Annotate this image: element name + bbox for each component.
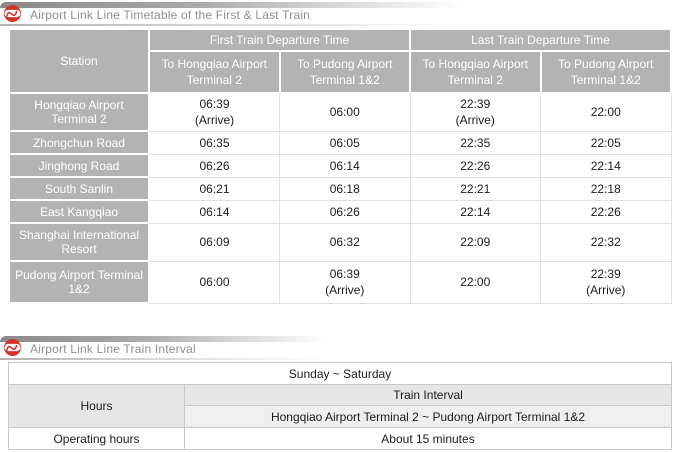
time-value: 06:14: [329, 158, 360, 173]
sub-header-line2: Terminal 1&2: [309, 73, 380, 87]
time-value: 22:26: [460, 158, 491, 173]
sub-header-last-to-hongqiao: [410, 51, 541, 93]
time-value: 06:26: [199, 158, 230, 173]
time-value: 22:35: [460, 135, 491, 150]
group-header-last-train: Last Train Departure Time: [410, 29, 671, 51]
time-cell: [280, 177, 411, 200]
sub-header-line1: To Pudong Airport: [558, 57, 654, 71]
hours-label-cell: Hours: [9, 385, 185, 428]
time-cell: [280, 131, 411, 154]
time-value: 22:18: [590, 181, 621, 196]
time-cell: [149, 177, 280, 200]
time-cell: [280, 154, 411, 177]
time-value: 06:14: [199, 204, 230, 219]
train-interval-label-cell: Train Interval: [185, 385, 672, 406]
time-cell: [541, 177, 672, 200]
table-row: [9, 177, 671, 200]
header-gradient-bottom: [0, 358, 340, 360]
time-cell: [541, 223, 672, 261]
time-value: 06:00: [199, 275, 230, 289]
interval-value-cell: About 15 minutes: [185, 428, 672, 450]
time-value: 06:09: [199, 235, 230, 249]
sub-header-line2: Terminal 1&2: [570, 73, 641, 87]
table-row: [9, 131, 671, 154]
section-title: Airport Link Line Train Interval: [30, 342, 196, 356]
sub-header-first-to-pudong: [280, 51, 411, 93]
station-cell: Zhongchun Road: [9, 131, 149, 154]
time-value: 06:00: [329, 105, 360, 120]
shanghai-metro-logo-icon: [3, 4, 22, 23]
time-cell: [541, 154, 672, 177]
sub-header-line1: To Hongqiao Airport: [161, 57, 267, 71]
station-cell: Hongqiao Airport Terminal 2: [9, 93, 149, 131]
time-cell: [149, 261, 280, 303]
time-value: 06:21: [199, 181, 230, 196]
time-cell: [149, 131, 280, 154]
time-value: 06:05: [329, 135, 360, 150]
time-cell: [541, 93, 672, 131]
time-note: (Arrive): [194, 113, 235, 128]
table-row: [9, 93, 671, 131]
table-row: [9, 223, 671, 261]
time-cell: [280, 93, 411, 131]
time-value: 22:39: [590, 267, 621, 281]
table-row: [9, 261, 671, 303]
time-value: 22:00: [460, 275, 491, 289]
time-value: 06:35: [199, 135, 230, 150]
first-last-train-table: [8, 28, 672, 304]
time-cell: [149, 223, 280, 261]
station-cell: Shanghai International Resort: [9, 223, 149, 261]
section-title: Airport Link Line Timetable of the First & Last Train: [30, 8, 311, 22]
route-cell: Hongqiao Airport Terminal 2 ~ Pudong Airport Terminal 1&2: [185, 406, 672, 428]
time-cell: [541, 131, 672, 154]
time-cell: [410, 131, 541, 154]
time-value: 22:26: [590, 204, 621, 219]
time-value: 06:32: [329, 235, 360, 249]
time-cell: [280, 200, 411, 223]
section-header-train-interval: [0, 336, 340, 360]
time-cell: [280, 261, 411, 303]
time-note: (Arrive): [586, 283, 626, 297]
time-value: 22:09: [460, 235, 491, 249]
time-value: 22:14: [460, 204, 491, 219]
station-cell: Pudong Airport Terminal 1&2: [9, 261, 149, 303]
sub-header-line2: Terminal 2: [186, 73, 242, 87]
section-header-first-last: [0, 2, 480, 26]
time-value: 22:00: [590, 105, 621, 120]
table-row: [9, 200, 671, 223]
sub-header-first-to-hongqiao: [149, 51, 280, 93]
sub-header-line1: To Hongqiao Airport: [422, 57, 528, 71]
station-cell: South Sanlin: [9, 177, 149, 200]
time-value: 22:05: [590, 135, 621, 150]
days-cell: Sunday ~ Saturday: [9, 363, 672, 385]
sub-header-line1: To Pudong Airport: [297, 57, 393, 71]
group-header-first-train: First Train Departure Time: [149, 29, 410, 51]
time-cell: [410, 93, 541, 131]
time-value: 22:39: [460, 97, 491, 112]
header-gradient-bottom: [0, 24, 480, 26]
station-column-header: Station: [9, 29, 149, 93]
time-value: 06:18: [329, 181, 360, 196]
table-row: [9, 154, 671, 177]
time-value: 22:14: [590, 158, 621, 173]
station-cell: Jinghong Road: [9, 154, 149, 177]
time-cell: [410, 261, 541, 303]
time-cell: [410, 177, 541, 200]
time-cell: [410, 154, 541, 177]
sub-header-last-to-pudong: [541, 51, 672, 93]
shanghai-metro-logo-icon: [3, 338, 22, 357]
operating-hours-label-cell: Operating hours: [9, 428, 185, 450]
time-value: 06:26: [329, 204, 360, 219]
time-cell: [149, 93, 280, 131]
time-value: 06:39: [329, 267, 360, 281]
time-value: 06:39: [199, 97, 230, 112]
time-cell: [410, 200, 541, 223]
time-cell: [149, 200, 280, 223]
sub-header-line2: Terminal 2: [447, 73, 503, 87]
station-cell: East Kangqiao: [9, 200, 149, 223]
time-cell: [541, 200, 672, 223]
time-cell: [541, 261, 672, 303]
time-note: (Arrive): [455, 113, 495, 128]
train-interval-table: [8, 362, 672, 450]
time-value: 22:32: [590, 235, 621, 249]
time-cell: [410, 223, 541, 261]
time-value: 22:21: [460, 181, 491, 196]
time-cell: [149, 154, 280, 177]
time-cell: [280, 223, 411, 261]
time-note: (Arrive): [325, 283, 365, 297]
